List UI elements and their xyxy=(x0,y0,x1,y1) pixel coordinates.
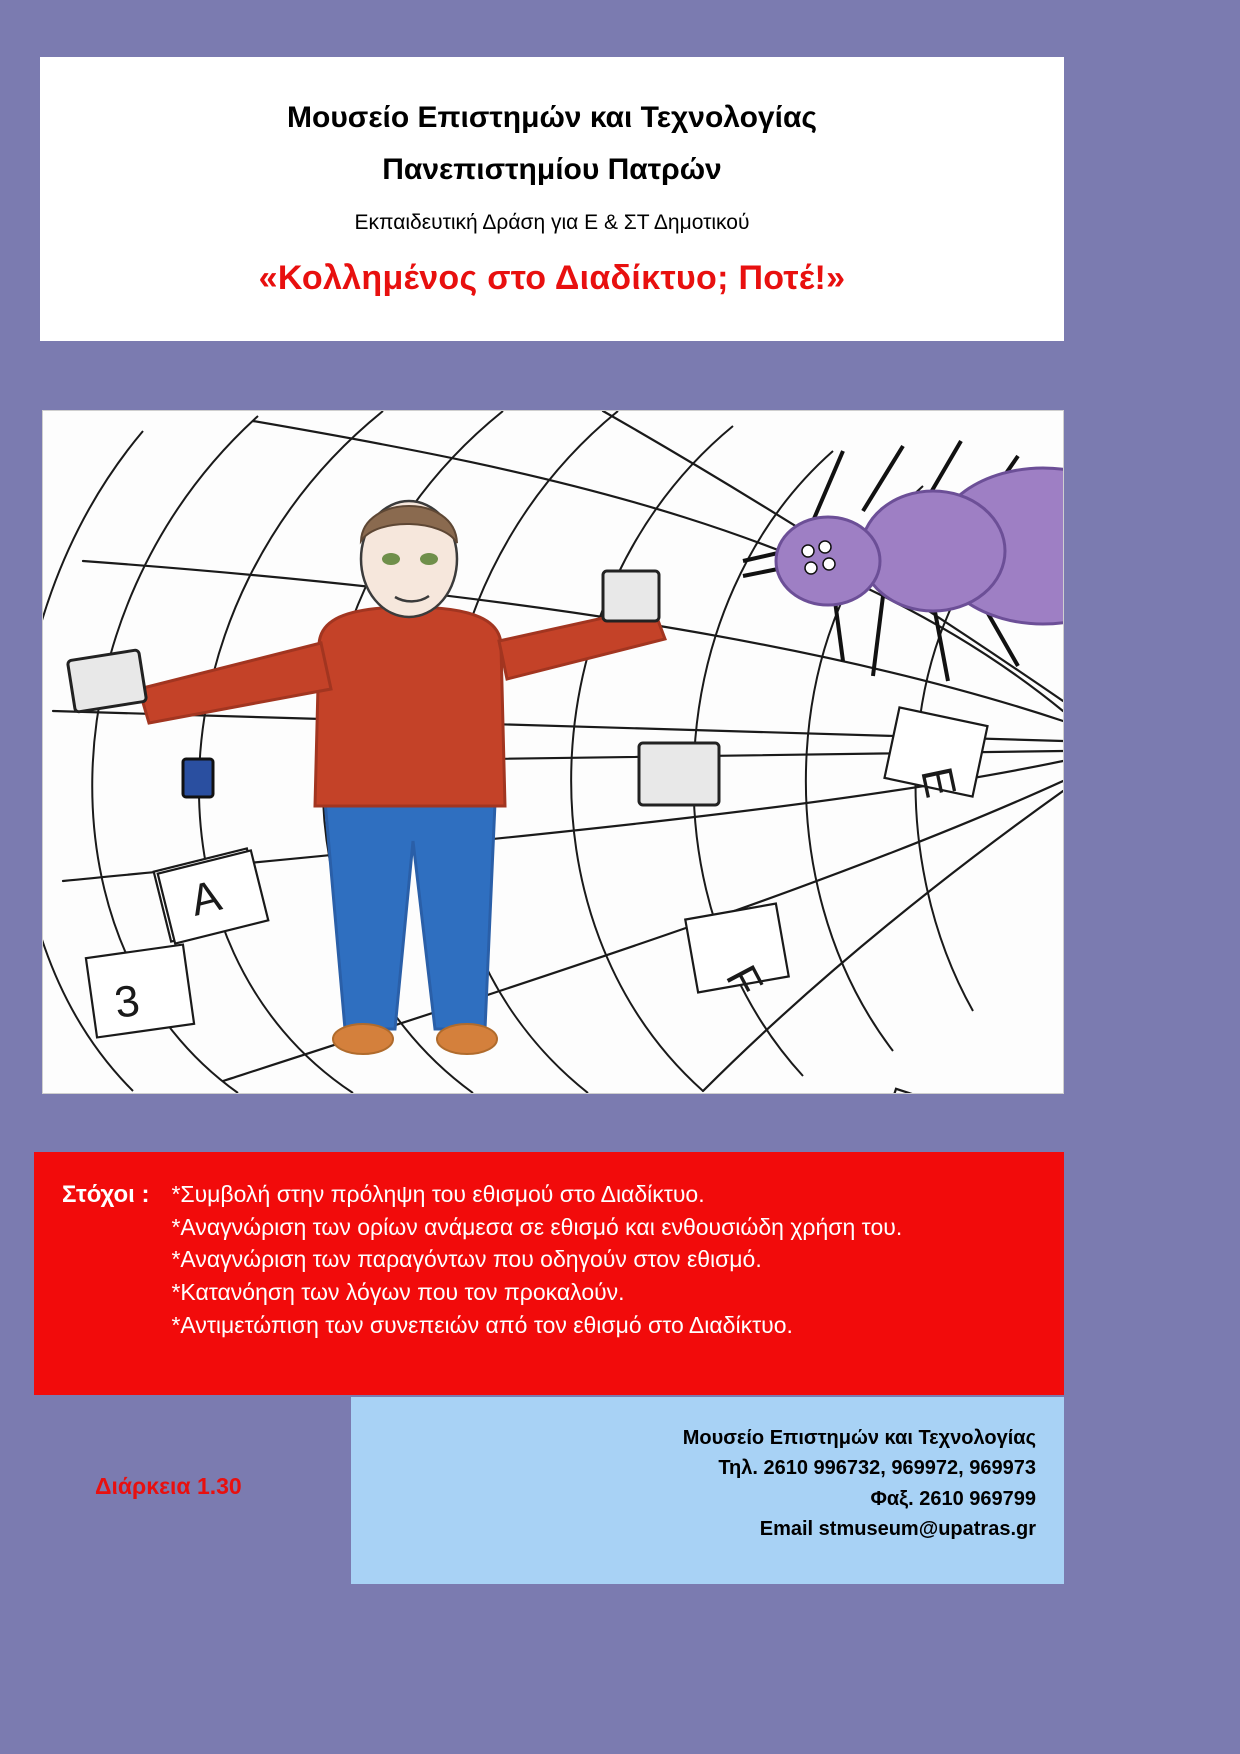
list-item: *Κατανόηση των λόγων που τον προκαλούν. xyxy=(171,1278,625,1305)
header-subtitle: Εκπαιδευτική Δράση για Ε & ΣΤ Δημοτικού xyxy=(354,211,750,234)
list-item: *Αναγνώριση των ορίων ανάμεσα σε εθισμό και ενθουσιώδη χρήση του. xyxy=(171,1213,903,1240)
header-panel xyxy=(40,57,1064,341)
footer-contact xyxy=(351,1397,1064,1584)
list-item: *Συμβολή στην πρόληψη του εθισμού στο Διαδίκτυο. xyxy=(171,1181,705,1207)
museum-name-line1: Μουσείο Επιστημών και Τεχνολογίας xyxy=(287,101,817,134)
svg-text:3: 3 xyxy=(111,975,143,1028)
footer-fax: Φαξ. 2610 969799 xyxy=(870,1487,1036,1510)
duration-label: Διάρκεια 1.30 xyxy=(95,1473,242,1499)
svg-text:E: E xyxy=(911,762,966,802)
list-item: *Αντιμετώπιση των συνεπειών από τον εθισμό στο Διαδίκτυο. xyxy=(171,1311,793,1338)
footer-phone: Τηλ. 2610 996732, 969972, 969973 xyxy=(718,1457,1036,1480)
svg-text:A: A xyxy=(185,871,226,926)
footer-org: Μουσείο Επιστημών και Τεχνολογίας xyxy=(682,1427,1036,1449)
spider-web-drawing xyxy=(43,411,1063,1093)
list-item: *Αναγνώριση των παραγόντων που οδηγούν στον εθισμό. xyxy=(171,1246,762,1273)
goals-box xyxy=(34,1152,1064,1395)
museum-name-line2: Πανεπιστημίου Πατρών xyxy=(382,153,722,186)
svg-text:F: F xyxy=(716,957,773,1005)
page-title: «Κολλημένος στο Διαδίκτυο; Ποτέ!» xyxy=(258,259,846,297)
footer-email: Email stmuseum@upatras.gr xyxy=(759,1518,1036,1541)
illustration-image xyxy=(42,410,1064,1094)
goals-list xyxy=(171,1178,902,1341)
goals-label: Στόχοι : xyxy=(62,1181,150,1208)
